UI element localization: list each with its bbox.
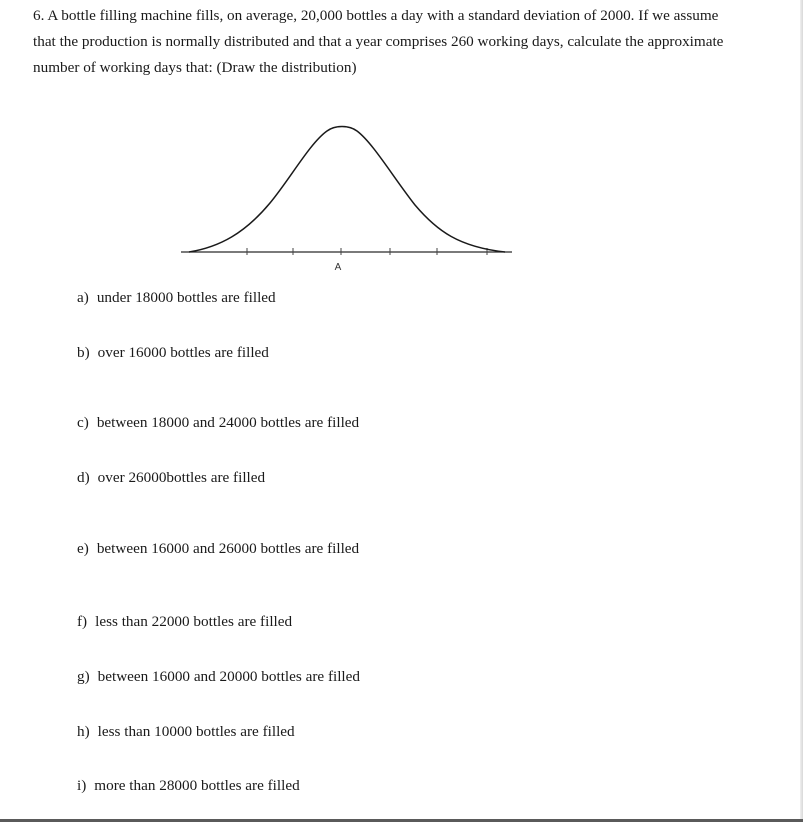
bell-curve [189,127,505,253]
part-label: b) [77,344,90,361]
part-text: more than 28000 bottles are filled [94,777,300,794]
part-label: i) [77,777,87,794]
part-label: h) [77,723,90,740]
part-label: f) [77,613,88,630]
part-f [77,613,292,631]
part-label: d) [77,469,90,486]
question-line: 6. A bottle filling machine fills, on average, 20,000 bottles a day with a standard deviation of 2000. If we assume [33,7,719,24]
part-label: e) [77,540,89,557]
part-text: over 16000 bottles are filled [97,344,269,361]
part-text: less than 10000 bottles are filled [97,723,295,740]
part-g [77,668,360,686]
part-b [77,344,269,362]
part-h [77,723,295,741]
part-i [77,777,300,795]
part-text: between 16000 and 20000 bottles are filled [97,668,360,685]
part-label: a) [77,289,89,306]
part-e [77,540,359,558]
axis-label: A [334,262,342,273]
part-text: between 18000 and 24000 bottles are filled [96,414,360,431]
question-line: number of working days that: (Draw the distribution) [33,59,357,76]
part-label: g) [77,668,90,685]
part-text: less than 22000 bottles are filled [95,613,293,630]
part-a [77,289,276,307]
question-text [33,3,753,81]
question-line: that the production is normally distributed and that a year comprises 260 working days, calculate the approximate [33,33,724,50]
part-text: under 18000 bottles are filled [96,289,276,306]
part-label: c) [77,414,89,431]
normal-distribution-sketch [175,115,520,275]
part-c [77,414,359,432]
part-text: between 16000 and 26000 bottles are filled [96,540,360,557]
part-text: over 26000bottles are filled [97,469,266,486]
part-d [77,469,265,487]
